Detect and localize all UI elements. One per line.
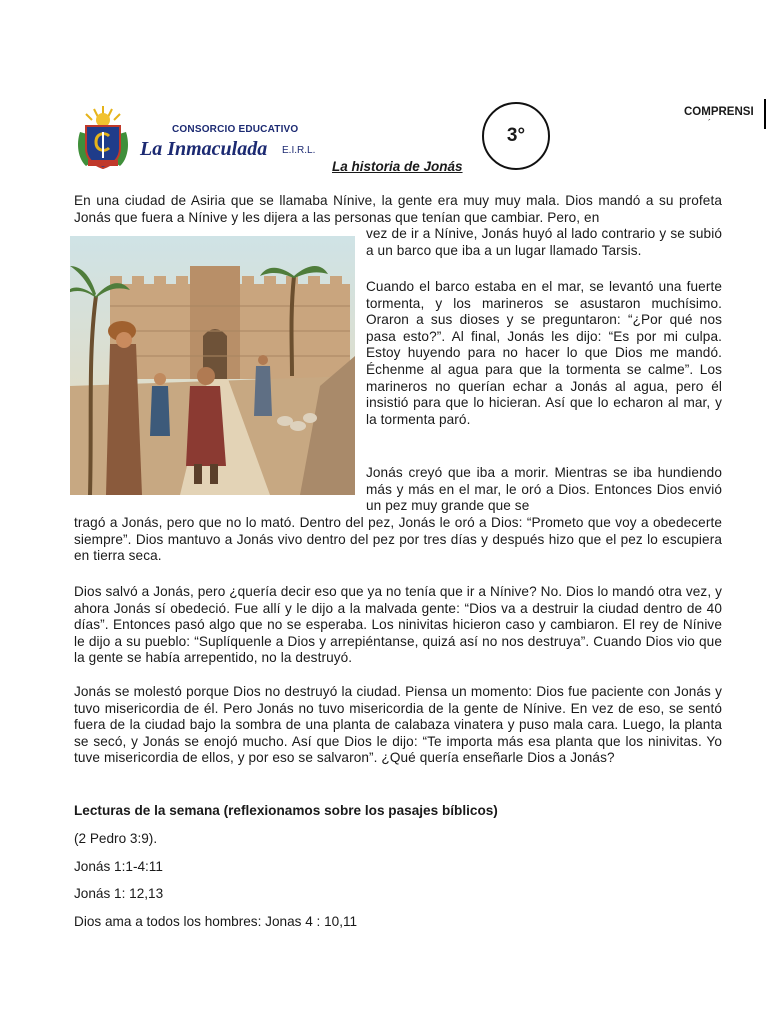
- reading-ref: (2 Pedro 3:9).: [74, 831, 158, 846]
- section-label: COMPRENSI: [684, 106, 754, 118]
- org-name: La Inmaculada: [140, 138, 268, 160]
- story-paragraph-1-cont: vez de ir a Nínive, Jonás huyó al lado contrario y se subió a un barco que iba a un lugar llamado Tarsis.: [366, 226, 722, 258]
- edge-divider: [764, 99, 766, 129]
- reading-ref: Jonás 1: 12,13: [74, 886, 164, 901]
- org-suffix: E.I.R.L.: [282, 145, 316, 156]
- reading-ref: Dios ama a todos los hombres: Jonas 4 : 10,11: [74, 914, 358, 929]
- weekly-readings-heading: Lecturas de la semana (reflexionamos sobre los pasajes bíblicos): [74, 803, 498, 818]
- grade-badge: [482, 102, 550, 170]
- story-paragraph-3: Jonás creyó que iba a morir. Mientras se iba hundiendo más y más en el mar, le oró a Dios. Entonces Dios envió un pez muy grande que se: [366, 465, 722, 514]
- biblical-city-gate-illustration: [70, 236, 355, 495]
- story-paragraph-2: Cuando el barco estaba en el mar, se levantó una fuerte tormenta, y los marineros se asustaron muchísimo. Oraron a sus dioses y se preguntaron: “¿Por qué nos pasa esto?”. Al final, Jonás les dijo: “Es por mi culpa. Estoy huyendo para no hacer lo que Dios me mandó. Échenme al agua para que la tormenta se calme”. Los marineros no querían echar a Jonás al agua, pero él insistió para que lo hicieran. Así que lo echaron al mar, y la tormenta paró.: [366, 279, 722, 427]
- org-subtitle: CONSORCIO EDUCATIVO: [172, 124, 299, 135]
- reading-ref: Jonás 1:1-4:11: [74, 859, 163, 874]
- grade-label: 3°: [506, 125, 526, 146]
- story-paragraph-1: En una ciudad de Asiria que se llamaba Nínive, la gente era muy muy mala. Dios mandó a su profeta Jonás que fuera a Nínive y les dijera a las personas que tenían que cambiar. Pero, en: [74, 193, 722, 225]
- section-accent: ´: [708, 118, 711, 128]
- story-paragraph-3-cont: tragó a Jonás, pero que no lo mató. Dentro del pez, Jonás le oró a Dios: “Prometo que voy a obedecerte siempre”. Dios mantuvo a Jonás vivo dentro del pez por tres días y después hizo que el pez lo escupiera en tierra seca.: [74, 515, 722, 564]
- school-crest-icon: [72, 104, 134, 170]
- story-paragraph-5: Jonás se molestó porque Dios no destruyó la ciudad. Piensa un momento: Dios fue paciente con Jonás y tuvo misericordia de él. Pero Jonás no tuvo misericordia de la gente de Nínive. En vez de eso, se sentó fuera de la ciudad bajo la sombra de una planta de calabaza vinatera y puso mala cara. Luego, la planta se secó, y Jonás se enojó mucho. Así que Dios le dijo: “Te importa más esa planta que los ninivitas. Yo tuve misericordia de ellos, y por eso se salvaron”. ¿Qué quería enseñarle Dios a Jonás?: [74, 684, 722, 766]
- story-paragraph-4: Dios salvó a Jonás, pero ¿quería decir eso que ya no tenía que ir a Nínive? No. Dios lo mandó otra vez, y ahora Jonás sí obedeció. Fue allí y le dijo a la malvada gente: “Dios va a destruir la ciudad dentro de 40 días”. Entonces pasó algo que no se esperaba. Los ninivitas hicieron caso y cambiaron. El rey de Nínive le dijo a su pueblo: “Suplíquenle a Dios y arrepiéntanse, quizá así no nos destruya”. Cuando Dios vio que la gente se había arrepentido, no la destruyó.: [74, 584, 722, 666]
- story-title: La historia de Jonás: [332, 159, 463, 174]
